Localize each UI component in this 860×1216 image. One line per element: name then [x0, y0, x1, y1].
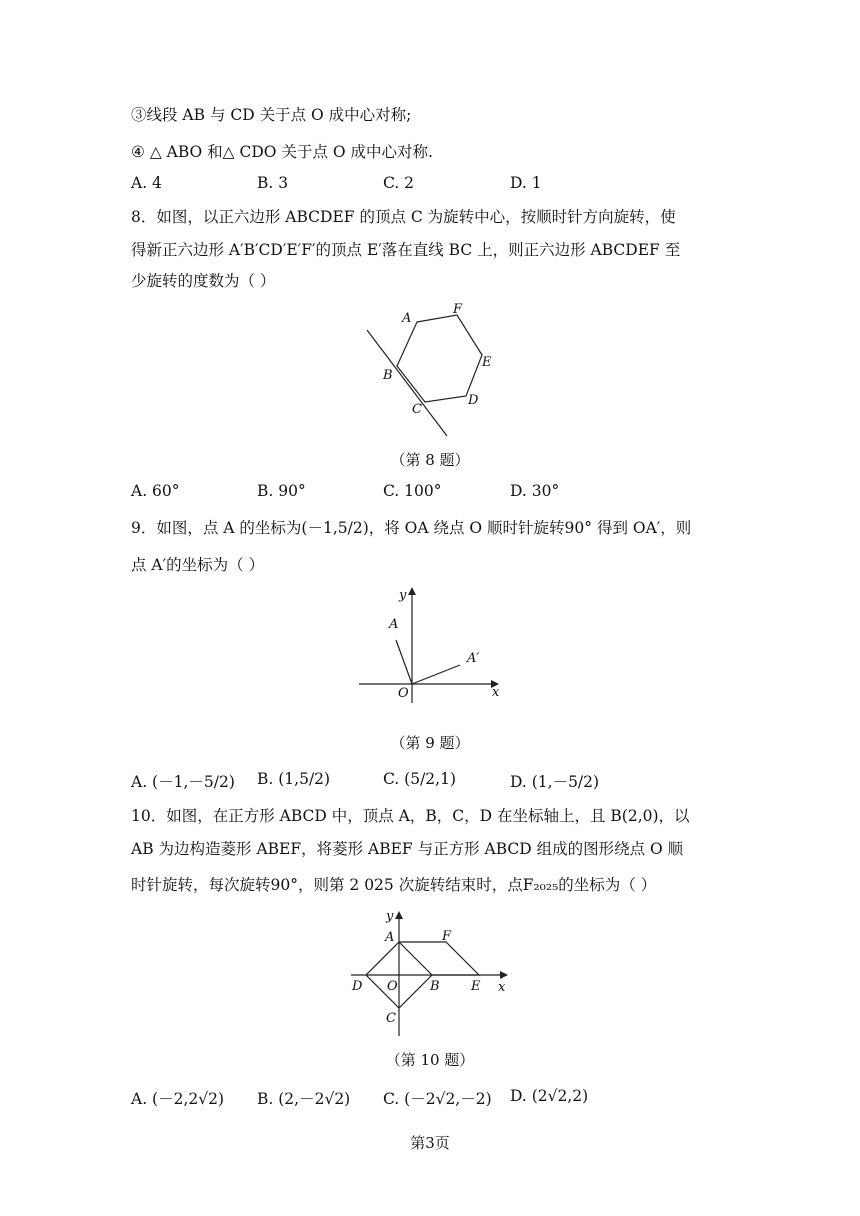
- q10-line-1: 10．如图，在正方形 ABCD 中，顶点 A，B，C，D 在坐标轴上，且 B(2,0)，以: [131, 807, 690, 825]
- statement-3: ③线段 AB 与 CD 关于点 O 成中心对称;: [131, 106, 412, 124]
- q8-line-2: 得新正六边形 A′B′CD′E′F′的顶点 E′落在直线 BC 上，则正六边形 ABCDEF 至: [131, 241, 681, 259]
- svg-text:y: y: [386, 909, 394, 924]
- q10-option-c: C. (－2√2,－2): [383, 1090, 492, 1108]
- svg-text:y: y: [399, 588, 407, 603]
- q9-line-1: 9．如图，点 A 的坐标为(－1,5/2)，将 OA 绕点 O 顺时针旋转90° 得到 OA′，则: [131, 519, 692, 537]
- q8-option-d: D. 30°: [510, 482, 560, 500]
- q7-option-c: C. 2: [383, 174, 415, 192]
- q8-option-c: C. 100°: [383, 482, 442, 500]
- q8-hexagon-figure: [360, 300, 500, 440]
- svg-text:A: A: [389, 617, 399, 632]
- svg-text:A′: A′: [467, 651, 480, 666]
- q7-option-d: D. 1: [510, 174, 542, 192]
- q8-line-3: 少旋转的度数为（ ）: [131, 272, 276, 290]
- q10-option-d: D. (2√2,2): [510, 1087, 589, 1105]
- q10-option-b: B. (2,－2√2): [257, 1090, 351, 1108]
- q7-option-a: A. 4: [131, 174, 162, 192]
- q7-option-b: B. 3: [257, 174, 289, 192]
- svg-text:x: x: [498, 980, 506, 995]
- svg-text:D: D: [352, 979, 363, 994]
- svg-text:A: A: [385, 930, 395, 945]
- page-number: 第3页: [410, 1134, 450, 1152]
- svg-text:A: A: [402, 311, 412, 326]
- q10-line-2: AB 为边构造菱形 ABEF，将菱形 ABEF 与正方形 ABCD 组成的图形绕点 O 顺: [131, 840, 684, 858]
- svg-text:D: D: [468, 393, 479, 408]
- svg-text:E: E: [482, 355, 492, 370]
- svg-text:O: O: [398, 686, 409, 701]
- q9-line-2: 点 A′的坐标为（ ）: [131, 556, 265, 574]
- q9-option-b: B. (1,5/2): [257, 770, 331, 788]
- svg-text:E: E: [471, 979, 481, 994]
- svg-text:O: O: [387, 979, 398, 994]
- q9-option-d: D. (1,－5/2): [510, 773, 600, 791]
- q9-option-a: A. (－1,－5/2): [131, 773, 235, 791]
- q10-line-3: 时针旋转，每次旋转90°，则第 2 025 次旋转结束时，点F₂₀₂₅的坐标为（ ）: [131, 876, 657, 894]
- svg-text:C: C: [412, 402, 422, 417]
- q8-option-a: A. 60°: [131, 482, 180, 500]
- svg-text:x: x: [492, 685, 500, 700]
- svg-text:B: B: [430, 979, 440, 994]
- q10-caption: （第 10 题）: [385, 1051, 475, 1069]
- svg-text:F: F: [442, 929, 452, 944]
- svg-text:F: F: [453, 302, 463, 317]
- q10-square-rhombus-figure: [348, 904, 518, 1044]
- statement-4: ④ △ ABO 和△ CDO 关于点 O 成中心对称.: [131, 143, 433, 161]
- q8-option-b: B. 90°: [257, 482, 306, 500]
- q9-coordinate-figure: [355, 585, 505, 705]
- svg-text:B: B: [383, 368, 393, 383]
- q10-option-a: A. (－2,2√2): [131, 1090, 225, 1108]
- q8-line-1: 8．如图，以正六边形 ABCDEF 的顶点 C 为旋转中心，按顺时针方向旋转，使: [131, 208, 676, 226]
- q9-option-c: C. (5/2,1): [383, 770, 456, 788]
- svg-text:C: C: [386, 1011, 396, 1026]
- q8-caption: （第 8 题）: [390, 451, 470, 469]
- q9-caption: （第 9 题）: [390, 734, 470, 752]
